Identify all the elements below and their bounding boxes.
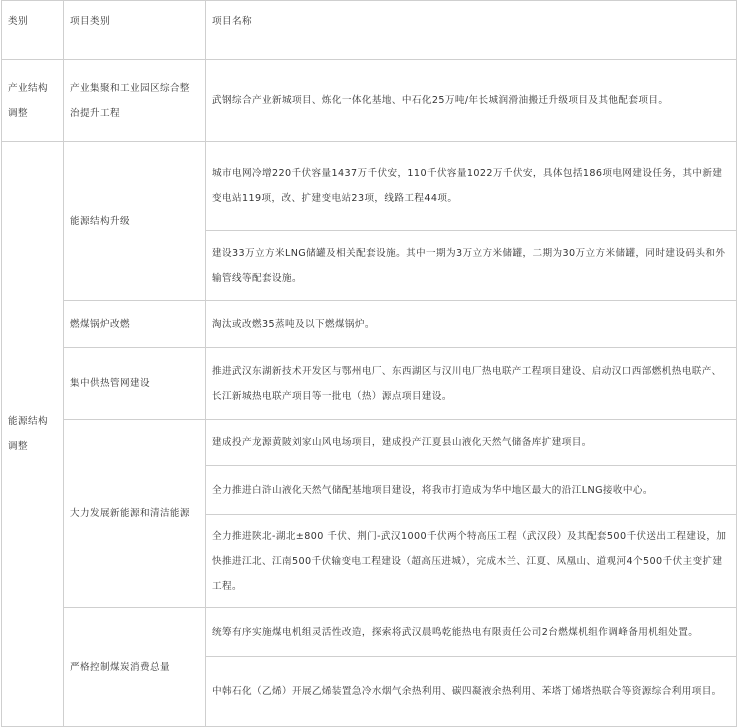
table-row [2,301,737,348]
project-name-cell: 建成投产龙源黄陂刘家山风电场项目，建成投产江夏县山液化天然气储备库扩建项目。 [206,420,737,466]
table-row [2,60,737,142]
project-name-cell: 城市电网冷增220千伏容量1437万千伏安，110千伏容量1022万千伏安，具体包括186项电网建设任务，其中新建变电站119项，改、扩建变电站23项，线路工程44项。 [206,142,737,231]
project-name-cell: 全力推进陕北-湖北±800 千伏、荆门-武汉1000千伏两个特高压工程（武汉段）及其配套500千伏送出工程建设，加快推进江北、江南500千伏输变电工程建设（超高压进城），完成木兰、江夏、凤凰山、道观河4个500千伏主变扩建工程。 [206,515,737,608]
project-type-cell: 集中供热管网建设 [64,348,206,420]
project-type-cell: 产业集聚和工业园区综合整治提升工程 [64,60,206,142]
project-name-cell: 统筹有序实施煤电机组灵活性改造，探索将武汉晨鸣乾能热电有限责任公司2台燃煤机组作调峰备用机组处置。 [206,608,737,657]
project-name-cell: 建设33万立方米LNG储罐及相关配套设施。其中一期为3万立方米储罐，二期为30万立方米储罐，同时建设码头和外输管线等配套设施。 [206,231,737,301]
project-type-cell: 严格控制煤炭消费总量 [64,608,206,727]
category-cell: 产业结构调整 [2,60,64,142]
project-type-cell: 能源结构升级 [64,142,206,301]
project-table [1,0,737,727]
table-row [2,142,737,231]
project-name-cell: 推进武汉东湖新技术开发区与鄂州电厂、东西湖区与汉川电厂热电联产工程项目建设、启动汉口西部燃机热电联产、长江新城热电联产项目等一批电（热）源点项目建设。 [206,348,737,420]
project-name-cell: 全力推进白浒山液化天然气储配基地项目建设，将我市打造成为华中地区最大的沿江LNG接收中心。 [206,466,737,515]
table-row [2,420,737,466]
header-project-type: 项目类别 [64,1,206,60]
project-name-cell: 武钢综合产业新城项目、炼化一体化基地、中石化25万吨/年长城润滑油搬迁升级项目及其他配套项目。 [206,60,737,142]
category-cell: 能源结构调整 [2,142,64,727]
project-type-cell: 大力发展新能源和清洁能源 [64,420,206,608]
table-header-row [2,1,737,60]
header-project-name: 项目名称 [206,1,737,60]
table-row [2,608,737,657]
table-row [2,348,737,420]
header-category: 类别 [2,1,64,60]
project-type-cell: 燃煤锅炉改燃 [64,301,206,348]
project-name-cell: 中韩石化（乙烯）开展乙烯装置急冷水烟气余热利用、碳四凝液余热利用、苯塔丁烯塔热联合等资源综合利用项目。 [206,657,737,727]
project-name-cell: 淘汰或改燃35蒸吨及以下燃煤锅炉。 [206,301,737,348]
